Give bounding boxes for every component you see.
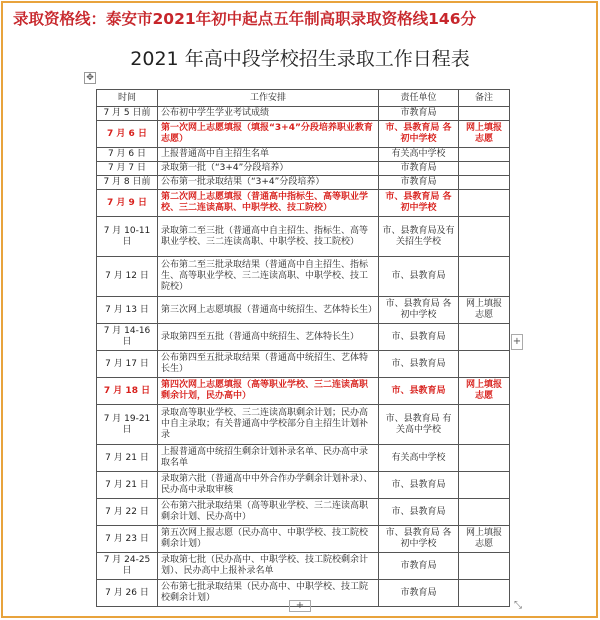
table-row (97, 499, 510, 526)
cell-time: 7 月 5 日前 (97, 107, 158, 121)
cell-time: 7 月 21 日 (97, 445, 158, 472)
cell-time: 7 月 10-11 日 (97, 217, 158, 257)
table-row (97, 324, 510, 351)
cell-note: 网上填报志愿 (459, 378, 510, 405)
cell-time: 7 月 19-21 日 (97, 405, 158, 445)
cell-task: 公布第四至五批录取结果（普通高中统招生、艺体特长生） (158, 351, 379, 378)
header-unit: 责任单位 (379, 90, 459, 107)
table-header-row (97, 90, 510, 107)
cell-note (459, 580, 510, 607)
table-row (97, 405, 510, 445)
table-row (97, 553, 510, 580)
cell-task: 录取第四至五批（普通高中统招生、艺体特长生） (158, 324, 379, 351)
document-title: 2021 年高中段学校招生录取工作日程表 (130, 48, 470, 70)
cell-note (459, 445, 510, 472)
cell-unit: 市、县教育局 (379, 499, 459, 526)
table-row (97, 257, 510, 297)
header-task: 工作安排 (158, 90, 379, 107)
cell-note (459, 217, 510, 257)
cell-note (459, 162, 510, 176)
cell-unit: 市、县教育局 有关高中学校 (379, 405, 459, 445)
cell-note (459, 257, 510, 297)
cell-task: 上报普通高中自主招生名单 (158, 148, 379, 162)
table-row (97, 351, 510, 378)
header-time: 时间 (97, 90, 158, 107)
table-row (97, 378, 510, 405)
resize-handle-icon[interactable]: ⤡ (514, 600, 522, 611)
cell-time: 7 月 18 日 (97, 378, 158, 405)
cell-note: 网上填报志愿 (459, 297, 510, 324)
cell-time: 7 月 24-25 日 (97, 553, 158, 580)
cell-note: 网上填报志愿 (459, 526, 510, 553)
cell-task: 录取高等职业学校、三二连读高职剩余计划；民办高中自主录取；有关普通高中学校部分自主招生计划补录 (158, 405, 379, 445)
cell-task: 录取第一批（“3+4”分段培养） (158, 162, 379, 176)
table-move-handle-icon[interactable]: ✥ (84, 72, 96, 84)
cell-note: 网上填报志愿 (459, 121, 510, 148)
headline: 录取资格线：泰安市2021年初中起点五年制高职录取资格线146分 (13, 10, 476, 28)
cell-note (459, 176, 510, 190)
cell-task: 第三次网上志愿填报（普通高中统招生、艺体特长生） (158, 297, 379, 324)
cell-time: 7 月 12 日 (97, 257, 158, 297)
cell-note (459, 324, 510, 351)
cell-note (459, 553, 510, 580)
cell-note (459, 107, 510, 121)
cell-time: 7 月 14-16 日 (97, 324, 158, 351)
cell-time: 7 月 8 日前 (97, 176, 158, 190)
cell-task: 录取第六批（普通高中中外合作办学剩余计划补录）、民办高中录取审核 (158, 472, 379, 499)
cell-note (459, 499, 510, 526)
cell-unit: 市、县教育局 (379, 324, 459, 351)
cell-task: 第一次网上志愿填报（填报“3+4”分段培养职业教育志愿） (158, 121, 379, 148)
cell-time: 7 月 17 日 (97, 351, 158, 378)
cell-note (459, 405, 510, 445)
cell-unit: 市教育局 (379, 162, 459, 176)
add-row-button[interactable]: + (289, 600, 311, 612)
table-row (97, 472, 510, 499)
cell-time: 7 月 13 日 (97, 297, 158, 324)
cell-unit: 市、县教育局及有关招生学校 (379, 217, 459, 257)
cell-unit: 市、县教育局 各初中学校 (379, 121, 459, 148)
cell-time: 7 月 7 日 (97, 162, 158, 176)
cell-note (459, 190, 510, 217)
cell-time: 7 月 21 日 (97, 472, 158, 499)
header-note: 备注 (459, 90, 510, 107)
cell-unit: 市、县教育局 (379, 351, 459, 378)
cell-unit: 市、县教育局 各初中学校 (379, 297, 459, 324)
cell-time: 7 月 23 日 (97, 526, 158, 553)
table-row (97, 445, 510, 472)
cell-unit: 市、县教育局 各初中学校 (379, 190, 459, 217)
table-row (97, 526, 510, 553)
table-row (97, 121, 510, 148)
cell-time: 7 月 6 日 (97, 121, 158, 148)
cell-note (459, 351, 510, 378)
cell-task: 公布第七批录取结果（民办高中、中职学校、技工院校剩余计划） (158, 580, 379, 607)
cell-time: 7 月 26 日 (97, 580, 158, 607)
cell-unit: 市、县教育局 各初中学校 (379, 526, 459, 553)
table-row (97, 162, 510, 176)
schedule-table (96, 89, 510, 607)
cell-task: 公布第一批录取结果（“3+4”分段培养） (158, 176, 379, 190)
cell-unit: 有关高中学校 (379, 445, 459, 472)
cell-task: 公布第二至三批录取结果（普通高中自主招生、指标生、高等职业学校、三二连读高职、中职学校、技工院校） (158, 257, 379, 297)
cell-task: 公布初中学生学业考试成绩 (158, 107, 379, 121)
cell-task: 第五次网上报志愿（民办高中、中职学校、技工院校剩余计划） (158, 526, 379, 553)
cell-note (459, 148, 510, 162)
table-row (97, 148, 510, 162)
table-row (97, 107, 510, 121)
cell-unit: 市教育局 (379, 553, 459, 580)
cell-task: 第二次网上志愿填报（普通高中指标生、高等职业学校、三二连读高职、中职学校、技工院校） (158, 190, 379, 217)
cell-unit: 市教育局 (379, 176, 459, 190)
cell-unit: 市教育局 (379, 580, 459, 607)
add-column-button[interactable]: + (511, 334, 523, 350)
cell-unit: 市教育局 (379, 107, 459, 121)
cell-unit: 市、县教育局 (379, 472, 459, 499)
cell-task: 录取第七批（民办高中、中职学校、技工院校剩余计划）、民办高中上报补录名单 (158, 553, 379, 580)
table-row (97, 217, 510, 257)
table-body (97, 107, 510, 607)
table-row (97, 297, 510, 324)
cell-time: 7 月 6 日 (97, 148, 158, 162)
cell-note (459, 472, 510, 499)
cell-task: 第四次网上志愿填报（高等职业学校、三二连读高职剩余计划，民办高中） (158, 378, 379, 405)
cell-time: 7 月 9 日 (97, 190, 158, 217)
cell-task: 公布第六批录取结果（高等职业学校、三二连读高职剩余计划、民办高中） (158, 499, 379, 526)
cell-task: 录取第二至三批（普通高中自主招生、指标生、高等职业学校、三二连读高职、中职学校、技工院校） (158, 217, 379, 257)
cell-unit: 有关高中学校 (379, 148, 459, 162)
cell-task: 上报普通高中统招生剩余计划补录名单、民办高中录取名单 (158, 445, 379, 472)
table-row (97, 176, 510, 190)
cell-time: 7 月 22 日 (97, 499, 158, 526)
cell-unit: 市、县教育局 (379, 257, 459, 297)
table-row (97, 190, 510, 217)
cell-unit: 市、县教育局 (379, 378, 459, 405)
